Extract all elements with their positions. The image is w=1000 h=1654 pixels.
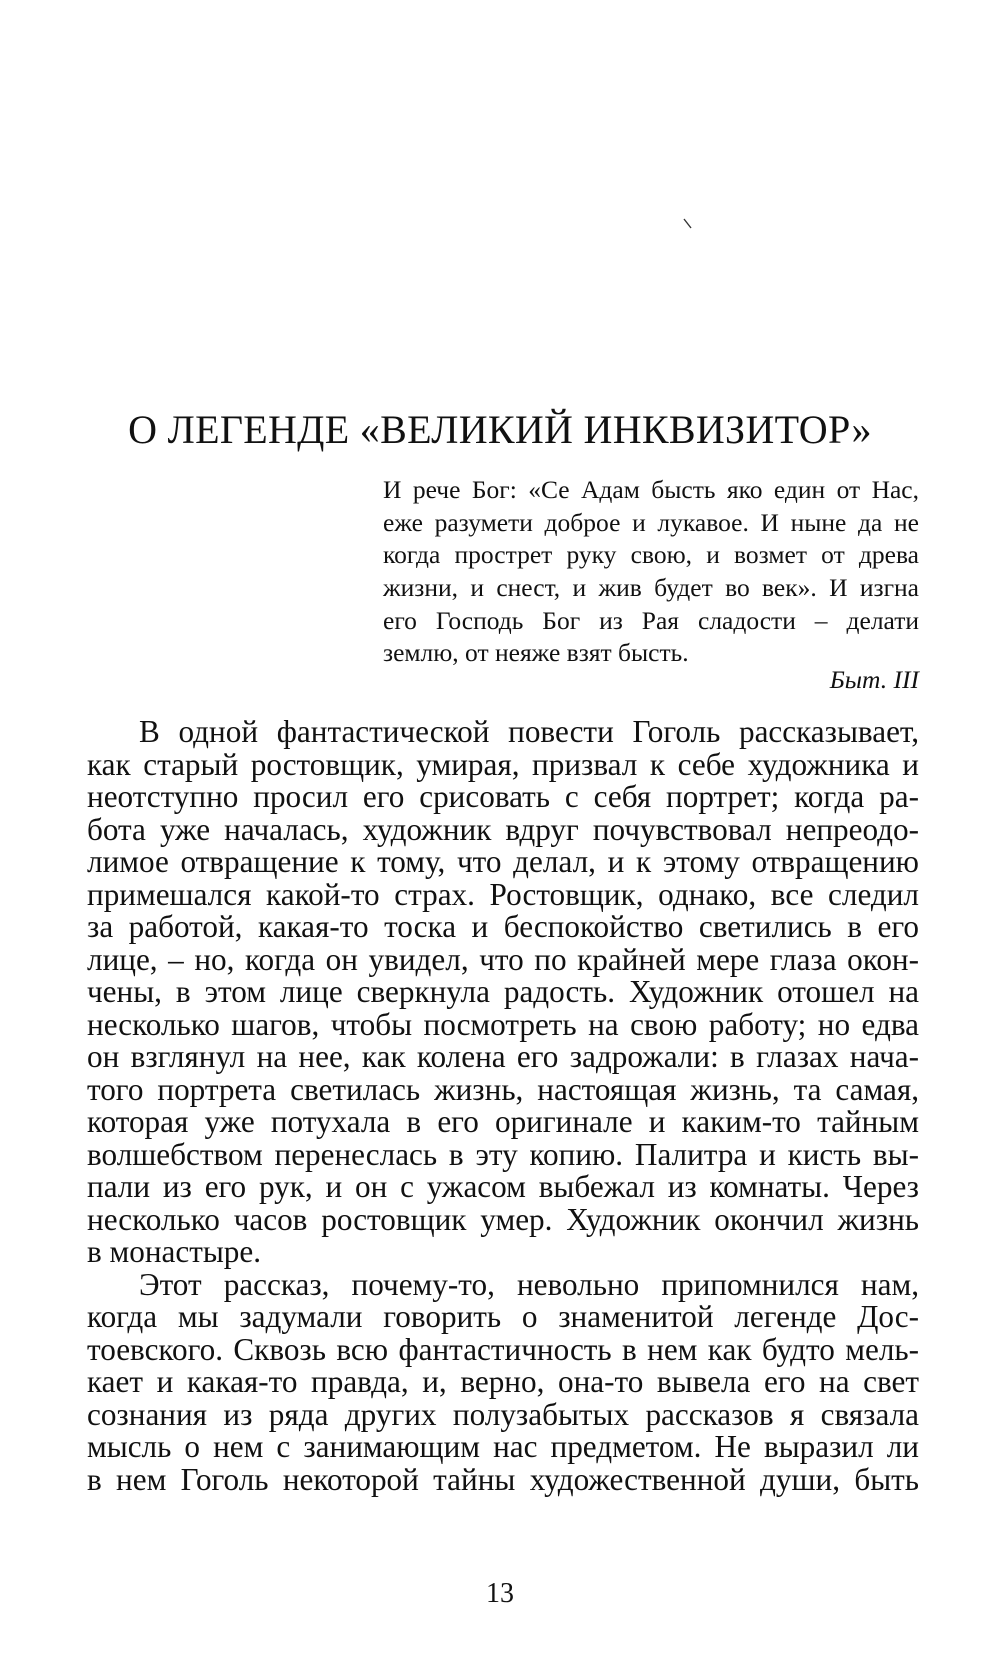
text-line: в нем Гоголь некоторой тайны художественной души, быть xyxy=(87,1461,919,1497)
text-line: в монастыре. xyxy=(87,1234,262,1269)
text-line: того портрета светилась жизнь, настоящая жизнь, та самая, xyxy=(87,1071,919,1107)
epigraph-line: жизни, и снест, и жив будет во век». И изгна xyxy=(383,573,919,603)
text-line: которая уже потухала в его оригинале и каким-то тайным xyxy=(87,1104,919,1139)
text-line: неотступно просил его срисовать с себя портрет; когда ра- xyxy=(87,779,919,814)
epigraph-line: его Господь Бог из Рая сладости – делати xyxy=(383,605,919,635)
text-line: В одной фантастической повести Гоголь рассказывает, xyxy=(139,714,919,749)
text-line: пали из его рук, и он с ужасом выбежал из комнаты. Через xyxy=(87,1169,919,1204)
epigraph-line: И рече Бог: «Се Адам бысть яко един от Нас, xyxy=(383,475,919,504)
text-line: волшебством перенеслась в эту копию. Палитра и кисть вы- xyxy=(87,1136,919,1172)
page-number: 13 xyxy=(486,1578,514,1609)
epigraph-line: еже разумети доброе и лукавое. И ныне да не xyxy=(383,507,919,537)
text-line: примешался какой-то страх. Ростовщик, однако, все следил xyxy=(87,876,919,912)
text-line: когда мы задумали говорить о знаменитой легенде Дос- xyxy=(87,1299,919,1334)
body-text xyxy=(87,716,919,1496)
text-line: несколько шагов, чтобы посмотреть на свою работу; но едва xyxy=(87,1006,919,1042)
text-line: чены, в этом лице сверкнула радость. Художник отошел на xyxy=(87,974,919,1009)
chapter-title: О ЛЕГЕНДЕ «ВЕЛИКИЙ ИНКВИЗИТОР» xyxy=(128,407,872,452)
epigraph-line: когда прострет руку свою, и возмет от древа xyxy=(383,540,919,570)
text-line: за работой, какая-то тоска и беспокойство светились в его xyxy=(87,909,919,944)
text-line: бота уже началась, художник вдруг почувствовал непреодо- xyxy=(87,811,919,847)
text-line: лимое отвращение к тому, что делал, и к этому отвращению xyxy=(87,844,919,879)
text-line: он взглянул на нее, как колена его задрожали: в глазах нача- xyxy=(87,1039,919,1074)
text-line: лице, – но, когда он увидел, что по крайней мере глаза окон- xyxy=(87,941,919,977)
epigraph-line: землю, от неяже взят бысть. xyxy=(383,638,689,668)
text-line: мысль о нем с занимающим нас предметом. Не выразил ли xyxy=(87,1429,919,1464)
text-line: сознания из ряда других полузабытых рассказов я связала xyxy=(87,1396,919,1432)
stray-ink-mark xyxy=(683,218,693,230)
epigraph xyxy=(383,474,919,670)
text-line: как старый ростовщик, умирая, призвал к себе художника и xyxy=(87,746,919,782)
text-line: кает и какая-то правда, и, верно, она-то вывела его на свет xyxy=(87,1364,919,1399)
text-line: тоевского. Сквозь всю фантастичность в нем как будто мель- xyxy=(87,1331,919,1367)
paragraph xyxy=(87,716,919,1269)
text-line: Этот рассказ, почему-то, невольно припомнился нам, xyxy=(139,1266,919,1302)
paragraph xyxy=(87,1266,919,1497)
text-line: несколько часов ростовщик умер. Художник окончил жизнь xyxy=(87,1201,919,1237)
epigraph-source: Быт. III xyxy=(829,665,919,694)
